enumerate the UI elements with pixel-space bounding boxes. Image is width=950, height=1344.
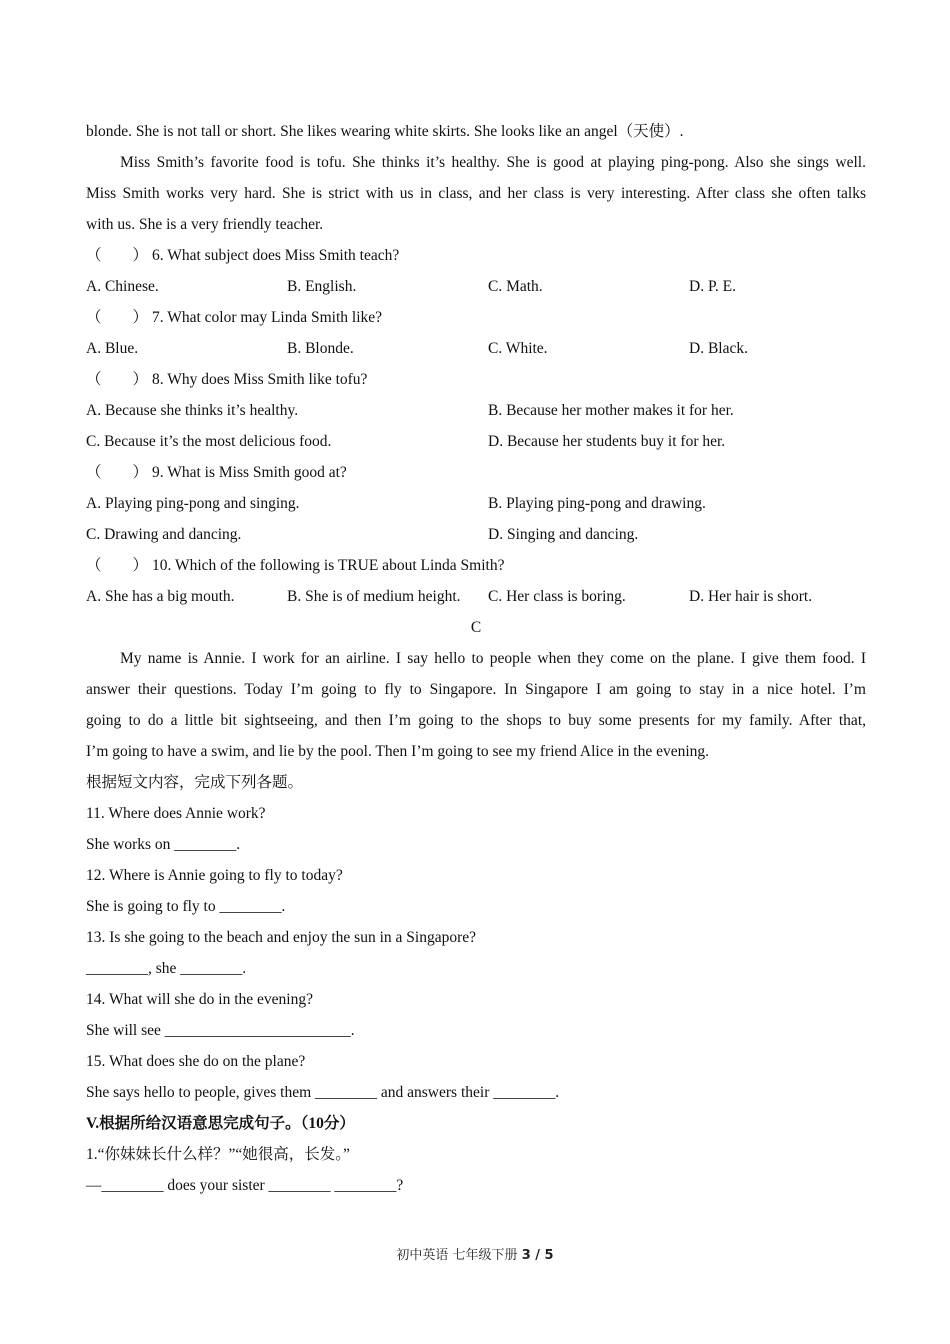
option-a: A. Chinese. (86, 278, 159, 295)
option-b: B. Playing ping-pong and drawing. (488, 495, 706, 512)
answer-paren[interactable]: （ ） (86, 464, 149, 481)
option-d: D. Black. (689, 340, 748, 357)
question-7-stem (86, 302, 866, 333)
option-a: A. She has a big mouth. (86, 588, 235, 605)
option-a: A. Blue. (86, 340, 139, 357)
passage-c-line4: I’m going to have a swim, and lie by the pool. Then I’m going to see my friend Alice in the evening. (86, 743, 710, 760)
question-10-options (86, 581, 866, 612)
question-12: 12. Where is Annie going to fly to today? (86, 867, 343, 884)
option-c: C. Drawing and dancing. (86, 526, 242, 543)
option-d: D. P. E. (689, 278, 736, 295)
option-c: C. Her class is boring. (488, 588, 626, 605)
question-8-options-row1 (86, 395, 866, 426)
footer-page-number: 3 / 5 (521, 1248, 554, 1263)
question-7-options (86, 333, 866, 364)
document-page (86, 116, 866, 1201)
option-d: D. Singing and dancing. (488, 526, 639, 543)
section-v-item1-english[interactable]: —________ does your sister ________ ________? (86, 1177, 404, 1194)
passage-b-para2-line1: Miss Smith’s favorite food is tofu. She thinks it’s healthy. She is good at playing ping-pong. Also she sings well. (120, 154, 866, 171)
option-a: A. Because she thinks it’s healthy. (86, 402, 299, 419)
footer-subject: 初中英语 七年级下册 (396, 1248, 522, 1263)
option-b: B. English. (287, 278, 357, 295)
passage-c-line2: answer their questions. Today I’m going to fly to Singapore. In Singapore I am going to stay in a nice hotel. I’m (86, 681, 866, 698)
option-b: B. She is of medium height. (287, 588, 461, 605)
question-9-options-row2 (86, 519, 866, 550)
section-v-item1-chinese: 1.“你妹妹长什么样？”“她很高，长发。” (86, 1146, 350, 1163)
answer-paren[interactable]: （ ） (86, 309, 149, 326)
question-8-stem (86, 364, 866, 395)
passage-c-line1: My name is Annie. I work for an airline. I say hello to people when they come on the plane. I give them food. I (120, 650, 866, 667)
answer-paren[interactable]: （ ） (86, 371, 149, 388)
section-v-heading: V.根据所给汉语意思完成句子。（10分） (86, 1115, 355, 1132)
question-text: 6. What subject does Miss Smith teach? (152, 247, 400, 264)
option-a: A. Playing ping-pong and singing. (86, 495, 300, 512)
option-c: C. Because it’s the most delicious food. (86, 433, 332, 450)
question-11: 11. Where does Annie work? (86, 805, 266, 822)
question-8-options-row2 (86, 426, 866, 457)
option-b: B. Because her mother makes it for her. (488, 402, 734, 419)
passage-b-continuation: blonde. She is not tall or short. She likes wearing white skirts. She looks like an angel（天使）. (86, 123, 684, 140)
question-15: 15. What does she do on the plane? (86, 1053, 306, 1070)
question-10-stem (86, 550, 866, 581)
question-6-stem (86, 240, 866, 271)
answer-12[interactable]: She is going to fly to ________. (86, 898, 286, 915)
question-text: 9. What is Miss Smith good at? (152, 464, 347, 481)
answer-paren[interactable]: （ ） (86, 557, 149, 574)
passage-c-instruction: 根据短文内容，完成下列各题。 (86, 774, 304, 791)
question-9-options-row1 (86, 488, 866, 519)
answer-14[interactable]: She will see ________________________. (86, 1022, 355, 1039)
option-b: B. Blonde. (287, 340, 354, 357)
passage-b-para2-line2: Miss Smith works very hard. She is strict with us in class, and her class is very interesting. After class she often talks (86, 185, 866, 202)
question-13: 13. Is she going to the beach and enjoy the sun in a Singapore? (86, 929, 476, 946)
page-footer (0, 1244, 950, 1263)
question-text: 10. Which of the following is TRUE about Linda Smith? (152, 557, 505, 574)
passage-c-heading: C (470, 619, 482, 636)
passage-c-line3: going to do a little bit sightseeing, and then I’m going to the shops to buy some presents for my family. After that, (86, 712, 866, 729)
passage-b-para2-line3: with us. She is a very friendly teacher. (86, 216, 324, 233)
question-9-stem (86, 457, 866, 488)
answer-paren[interactable]: （ ） (86, 247, 149, 264)
option-d: D. Her hair is short. (689, 588, 813, 605)
option-c: C. Math. (488, 278, 543, 295)
answer-15[interactable]: She says hello to people, gives them ________ and answers their ________. (86, 1084, 560, 1101)
question-text: 8. Why does Miss Smith like tofu? (152, 371, 368, 388)
option-d: D. Because her students buy it for her. (488, 433, 726, 450)
question-text: 7. What color may Linda Smith like? (152, 309, 383, 326)
question-6-options (86, 271, 866, 302)
answer-13[interactable]: ________, she ________. (86, 960, 247, 977)
answer-11[interactable]: She works on ________. (86, 836, 241, 853)
option-c: C. White. (488, 340, 548, 357)
question-14: 14. What will she do in the evening? (86, 991, 313, 1008)
